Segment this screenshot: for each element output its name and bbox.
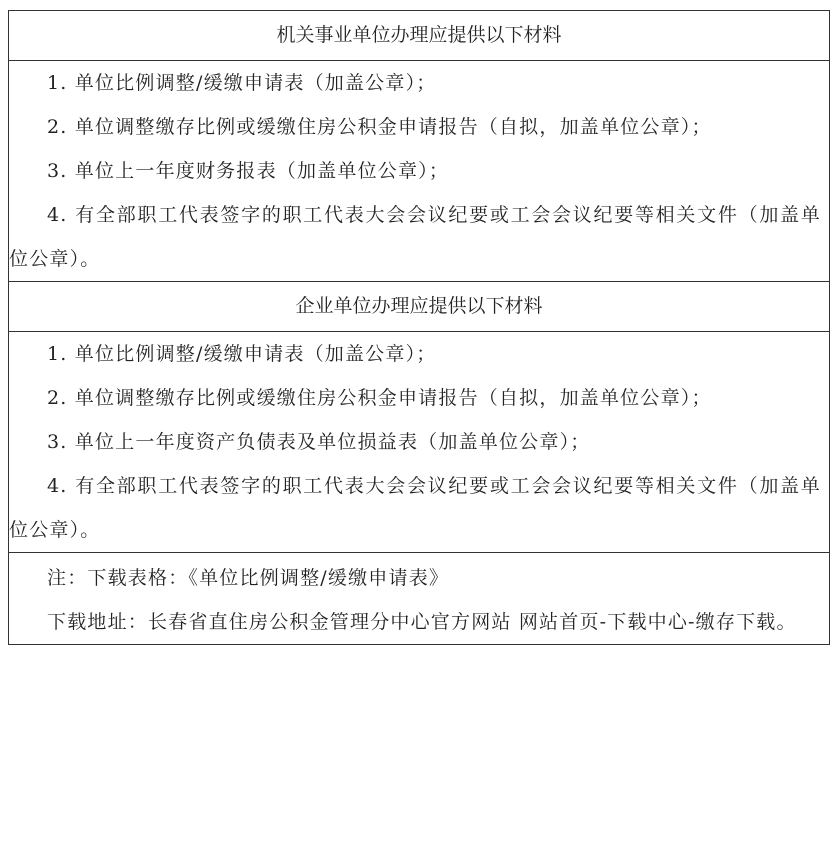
- download-note: [9, 552, 829, 644]
- section-government-units: [9, 11, 829, 281]
- list-item: 4. 有全部职工代表签字的职工代表大会会议纪要或工会会议纪要等相关文件（加盖单位公章）。: [9, 204, 821, 270]
- list-item: 4. 有全部职工代表签字的职工代表大会会议纪要或工会会议纪要等相关文件（加盖单位公章）。: [9, 475, 821, 541]
- section-header: 企业单位办理应提供以下材料: [9, 282, 829, 332]
- section-body: [9, 332, 829, 552]
- list-item: 2. 单位调整缴存比例或缓缴住房公积金申请报告（自拟，加盖单位公章）；: [47, 387, 712, 409]
- list-item: 1. 单位比例调整/缓缴申请表（加盖公章）；: [47, 343, 437, 365]
- section-enterprise-units: [9, 281, 829, 552]
- section-header: 机关事业单位办理应提供以下材料: [9, 11, 829, 61]
- section-body: [9, 61, 829, 281]
- download-form-note[interactable]: 注：下载表格：《单位比例调整/缓缴申请表》: [47, 567, 450, 589]
- materials-table: [8, 10, 830, 645]
- list-item: 3. 单位上一年度财务报表（加盖单位公章）；: [47, 160, 450, 182]
- list-item: 2. 单位调整缴存比例或缓缴住房公积金申请报告（自拟，加盖单位公章）；: [47, 116, 712, 138]
- download-address-note[interactable]: 下载地址：长春省直住房公积金管理分中心官方网站 网站首页-下载中心-缴存下载。: [47, 611, 797, 633]
- list-item: 3. 单位上一年度资产负债表及单位损益表（加盖单位公章）；: [47, 431, 591, 453]
- list-item: 1. 单位比例调整/缓缴申请表（加盖公章）；: [47, 72, 437, 94]
